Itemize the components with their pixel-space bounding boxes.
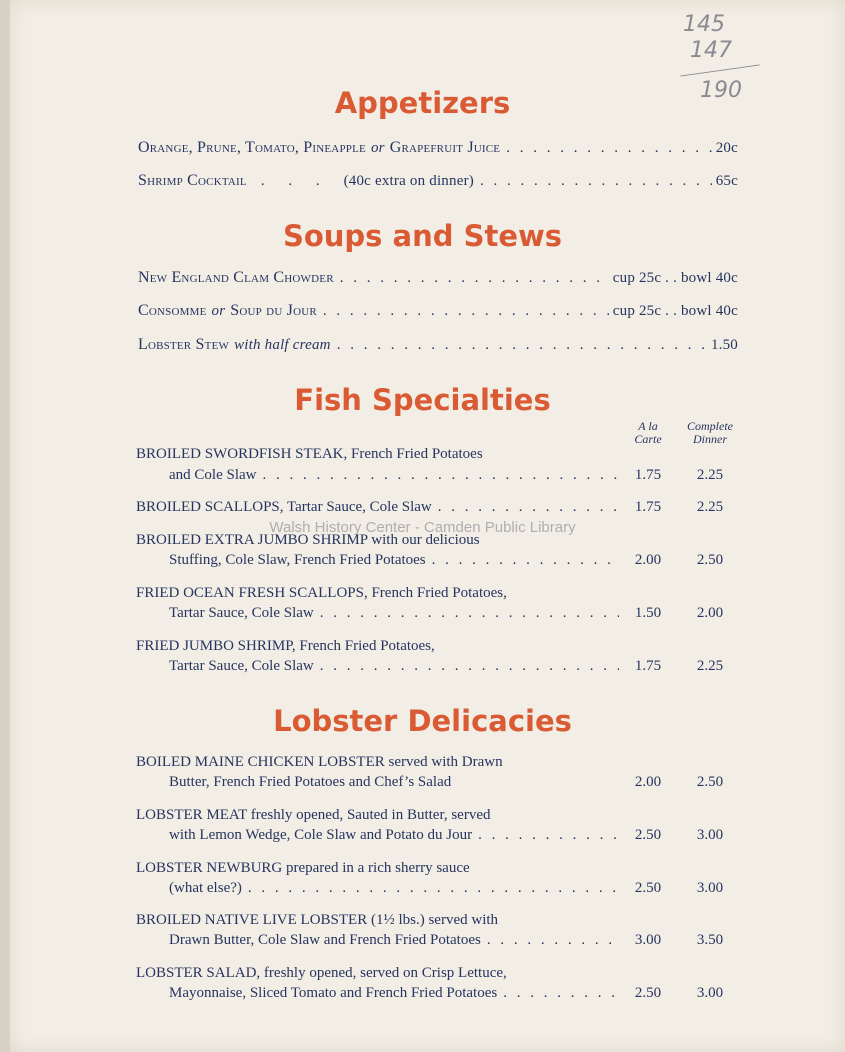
price-a-la-carte: 1.50	[634, 605, 662, 621]
dot-leader	[474, 173, 712, 190]
price-complete-dinner: 3.00	[696, 827, 724, 843]
item-price: 65c	[715, 173, 738, 189]
menu-item-consomme	[138, 302, 738, 324]
price-a-la-carte: 1.75	[634, 467, 662, 483]
price-a-la-carte: 1.75	[634, 499, 662, 515]
column-header-line: Complete	[687, 419, 733, 433]
price-a-la-carte: 2.50	[634, 880, 662, 896]
price-complete-dinner: 2.00	[696, 605, 724, 621]
price-a-la-carte: 1.75	[634, 658, 662, 674]
lobster-item-line2	[169, 932, 619, 954]
item-text: Mayonnaise, Sliced Tomato and French Fried Potatoes	[169, 985, 498, 1001]
dot-leader	[242, 880, 619, 897]
column-header-a-la-carte	[623, 420, 673, 446]
dot-leader: . . .	[260, 173, 330, 189]
fish-heading: Fish Specialties	[294, 383, 551, 417]
price-a-la-carte: 2.50	[634, 827, 662, 843]
item-text: with Lemon Wedge, Cole Slaw and Potato du Jour	[169, 827, 473, 843]
dot-leader	[472, 827, 619, 844]
menu-item-shrimp-cocktail	[138, 172, 738, 194]
lobster-item-line2	[169, 827, 619, 849]
dot-leader	[426, 552, 619, 569]
item-detail: with half cream	[234, 337, 331, 353]
lobster-item-line1: BROILED NATIVE LIVE LOBSTER (1½ lbs.) served with	[136, 912, 499, 928]
item-text: Drawn Butter, Cole Slaw and French Fried Potatoes	[169, 932, 481, 948]
dot-leader	[317, 303, 609, 320]
price-complete-dinner: 2.50	[696, 552, 724, 568]
price-a-la-carte: 3.00	[634, 932, 662, 948]
item-text: and Cole Slaw	[169, 467, 257, 483]
column-header-complete-dinner	[675, 420, 745, 446]
fish-item-line2	[169, 467, 619, 489]
price-complete-dinner: 2.25	[696, 467, 724, 483]
item-price: cup 25c . . bowl 40c	[612, 270, 738, 286]
column-header-line: Carte	[634, 432, 662, 446]
dot-leader	[314, 658, 619, 675]
item-name-2: Soup du Jour	[230, 302, 317, 319]
price-complete-dinner: 2.50	[696, 774, 724, 790]
price-complete-dinner: 3.00	[696, 985, 724, 1001]
item-text: Stuffing, Cole Slaw, French Fried Potatoes	[169, 552, 426, 568]
dot-leader	[331, 337, 707, 354]
item-name: Consomme	[138, 302, 207, 319]
dot-leader	[314, 605, 619, 622]
pencil-note-3: 190	[700, 78, 742, 103]
price-complete-dinner: 3.50	[696, 932, 724, 948]
fish-item-line1: FRIED JUMBO SHRIMP, French Fried Potatoes,	[136, 638, 435, 654]
watermark: Walsh History Center - Camden Public Library	[269, 519, 576, 536]
item-or: or	[211, 303, 226, 319]
price-complete-dinner: 3.00	[696, 880, 724, 896]
fish-item-line2	[169, 552, 619, 574]
item-price: 20c	[715, 140, 738, 156]
column-header-line: Dinner	[693, 432, 727, 446]
price-complete-dinner: 2.25	[696, 499, 724, 515]
dot-leader	[500, 140, 712, 157]
dot-leader	[497, 985, 619, 1002]
pencil-note-1: 145	[683, 12, 725, 37]
price-a-la-carte: 2.50	[634, 985, 662, 1001]
item-name: Shrimp Cocktail	[138, 172, 247, 189]
fish-item-line1: BROILED EXTRA JUMBO SHRIMP with our delicious	[136, 532, 480, 548]
item-text: BROILED SCALLOPS, Tartar Sauce, Cole Slaw	[136, 499, 432, 515]
item-price: cup 25c . . bowl 40c	[612, 303, 738, 319]
item-text: (what else?)	[169, 880, 242, 896]
lobster-item-line2	[169, 880, 619, 902]
dot-leader	[334, 270, 609, 287]
price-complete-dinner: 2.25	[696, 658, 724, 674]
fish-item-line2	[169, 658, 619, 680]
item-note: (40c extra on dinner)	[343, 173, 474, 189]
appetizers-heading: Appetizers	[334, 86, 511, 120]
column-header-line: A la	[638, 419, 658, 433]
item-name: Lobster Stew	[138, 336, 230, 353]
dot-leader	[257, 467, 620, 484]
item-name-2: Grapefruit Juice	[389, 139, 501, 156]
fish-item-line1: BROILED SWORDFISH STEAK, French Fried Potatoes	[136, 446, 483, 462]
dot-leader	[432, 499, 619, 516]
item-text: Tartar Sauce, Cole Slaw	[169, 605, 314, 621]
fish-item-line1: FRIED OCEAN FRESH SCALLOPS, French Fried Potatoes,	[136, 585, 507, 601]
lobster-heading: Lobster Delicacies	[273, 704, 572, 738]
lobster-item-line2	[169, 985, 619, 1007]
price-a-la-carte: 2.00	[634, 774, 662, 790]
item-name: Orange, Prune, Tomato, Pineapple	[138, 139, 366, 156]
lobster-item-line1: LOBSTER MEAT freshly opened, Sauted in Butter, served	[136, 807, 491, 823]
item-name: New England Clam Chowder	[138, 269, 334, 286]
item-text: Tartar Sauce, Cole Slaw	[169, 658, 314, 674]
item-text: Butter, French Fried Potatoes and Chef’s Salad	[169, 774, 452, 790]
fish-item-line1	[136, 499, 619, 521]
item-or: or	[370, 140, 385, 156]
menu-item-lobster-stew	[138, 336, 738, 358]
soups-heading: Soups and Stews	[282, 219, 563, 253]
lobster-item-line1: BOILED MAINE CHICKEN LOBSTER served with Drawn	[136, 754, 503, 770]
price-a-la-carte: 2.00	[634, 552, 662, 568]
lobster-item-line2	[169, 774, 619, 796]
item-price: 1.50	[710, 337, 738, 353]
pencil-note-2: 147	[690, 38, 732, 63]
menu-item-clam-chowder	[138, 269, 738, 291]
fish-item-line2	[169, 605, 619, 627]
lobster-item-line1: LOBSTER NEWBURG prepared in a rich sherry sauce	[136, 860, 470, 876]
dot-leader	[481, 932, 619, 949]
menu-item-juice	[138, 139, 738, 161]
lobster-item-line1: LOBSTER SALAD, freshly opened, served on Crisp Lettuce,	[136, 965, 507, 981]
